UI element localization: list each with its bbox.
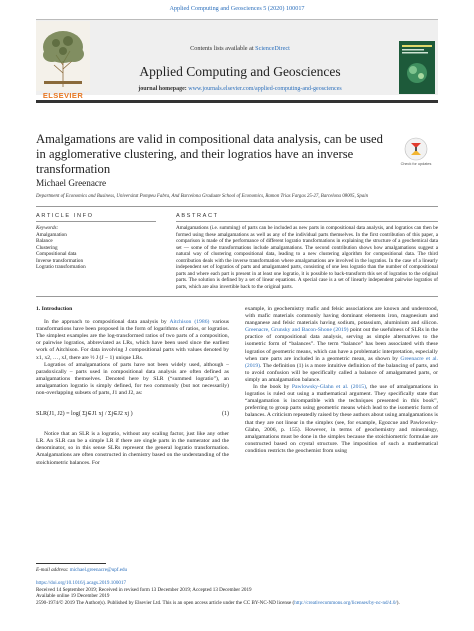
masthead-rule xyxy=(36,100,438,103)
text-run: point out the usefulness of SLRs in the practice of compositional data analysis, serving as simple alternatives to the isometric form of “balances”. The term “balance” has been associated with these logratios of geometric means, which can have a problematic interpretation, especially when rare parts are included in a geometric mean, as shown by xyxy=(245,327,438,362)
citation-link-aitchison[interactable]: Aitchison (1986) xyxy=(169,319,210,326)
abstract-text: Amalgamations (i.e. summing) of parts can be included as new parts in compositional data analysis, and logratios can then be formed using these amalgamations as well as any of the individual parts themselves. In the first contribution of this paper, a comparison is made of the performance of different logratio transformations in explaining the structure of a geochemical data set — some of the transformations include amalgamations. The second contribution shows how amalgamations suggest a natural way of clustering compositional data, leading to a new clustering algorithm for compositional data. The third contribution deals with the inverse transformation where amalgamations are involved in the logratios. In the case of a linearly independent set of logratios of parts and amalgamated parts, consisting of one less logratio than the number of compositional parts and where each part is present in at least one logratio, it is possible to back-transform this set of logratios to the original parts. The solution is defined by a set of linear equations. A special case is a set of linearly independent pairwise logratios of parts, which are also invertible back to the original parts. xyxy=(176,225,438,290)
text-run: various transformations have been proposed in the form of logarithms of ratios, or logratios. The simplest examples are the log-transformed ratios of two parts of a composition, or pairwise logratios, abbreviated as LRs, which have been used since the earliest work of Aitchison. For data involving J compositional parts with values denoted by x1, x2, …, xJ, there are ½ J (J − 1) unique LRs. xyxy=(36,319,230,361)
text-run: ). xyxy=(396,599,400,606)
journal-homepage-line xyxy=(100,86,380,92)
journal-title: Applied Computing and Geosciences xyxy=(139,64,341,79)
homepage-label: journal homepage: xyxy=(138,86,189,92)
doi-link[interactable]: https://doi.org/10.1016/j.acags.2019.100017 xyxy=(36,580,127,586)
right-paragraph-1 xyxy=(245,306,438,384)
text-run: , the use of amalgamations in logratios is ruled out using a mathematical argument. They specifically state that “amalgamation is incompatible with the techniques presented in this book”, preferring to group parts using geometric means which lead to the isometric form of balances. A criticism repeatedly raised by these authors about using amalgamations is that they are not linear in the simplex (see, for example, Egozcue and Pawlowsky-Glahn, 2006, p. 155). However, in terms of geochemistry and mineralogy, amalgamations must be done in the simplex because the stoichiometric formulae are constructed based on crystal structure. The imposition of such a mathematical condition restricts the geochemist from using xyxy=(245,384,439,454)
equation-number: (1) xyxy=(222,411,229,418)
author-affiliation: Department of Economics and Business, Universitat Pompeu Fabra, And Barcelona Graduate School of Economics, Ramon Trias Fargas 25-27, Barcelona 08005, Spain xyxy=(36,194,369,199)
right-paragraph-2 xyxy=(245,384,438,455)
email-label: E-mail address: xyxy=(36,567,70,573)
journal-cover-thumbnail[interactable] xyxy=(399,41,435,94)
author-email-link[interactable]: michael.greenacre@upf.edu xyxy=(69,567,128,573)
author-name[interactable]: Michael Greenacre xyxy=(36,178,107,188)
keywords-title: Keywords: xyxy=(36,225,59,231)
keywords-list xyxy=(36,225,136,271)
keyword-item: Compositional data xyxy=(36,251,77,257)
intro-paragraph-2: Logratios of amalgamations of parts have not been widely used, although – paradoxically – parts used in compositional data analysis are often defined as amalgamations themselves. Denoted here by SLR (“summed logratio”), an amalgamation logratio is simply defined, for two commonly (but not necessarily) non-overlapping subsets of parts, J1 and J2, as: xyxy=(36,361,229,397)
elsevier-wordmark: ELSEVIER xyxy=(42,91,84,100)
equation-1 xyxy=(36,403,229,427)
article-info-rule xyxy=(36,221,156,222)
keyword-item: Balance xyxy=(36,238,53,244)
left-column xyxy=(36,306,229,467)
crossmark-check-for-updates-icon[interactable] xyxy=(404,137,428,161)
article-metadata xyxy=(36,580,438,606)
citation-link-greenacre-grunsky[interactable]: Greenacre, Grunsky and Bacon-Shone (2019) xyxy=(245,327,349,334)
elsevier-tree-logo xyxy=(36,21,90,91)
abstract-bottom-rule xyxy=(36,296,438,297)
homepage-link[interactable]: www.journals.elsevier.com/applied-computing-and-geosciences xyxy=(188,86,342,92)
keyword-item: Inverse transformation xyxy=(36,257,84,264)
section-heading-introduction: 1. Introduction xyxy=(36,306,73,312)
abstract-heading: ABSTRACT xyxy=(176,213,219,219)
text-run: . The definition (1) is a more intuitive definition of the balancing of parts, and to avoid confusion will be specifically called a balance of amalgamated parts, or simply an amalgamation balance. xyxy=(245,362,438,383)
footnote-email xyxy=(36,567,438,574)
equation-body: SLR(J1, J2) = log( Σj∈J1 xj / Σj∈J2 xj ) xyxy=(36,411,133,418)
contents-line xyxy=(100,45,380,52)
license-line xyxy=(36,600,438,607)
received-dates: Received 14 September 2019; Received in revised form 13 December 2019; Accepted 13 December 2019 xyxy=(36,586,252,593)
intro-paragraph-3: Notice that an SLR is a logratio, without any scaling factor, just like any other LR. An SLR can be a simple LR if there are single parts in the numerator and the denominator, so in this sense SLRs represent the general logratio transformation. Amalgamations are often constructed in chemistry based on the understanding of the stoichiometric balances. For xyxy=(36,431,229,466)
keyword-item: Clustering xyxy=(36,244,58,251)
contents-prefix: Contents lists available at xyxy=(190,45,256,52)
article-title: Amalgamations are valid in compositional data analysis, can be used in agglomerative clustering, and their logratios have an inverse transformation xyxy=(36,132,383,176)
crossmark-label: Check for updates xyxy=(400,162,432,166)
article-info-heading: ARTICLE INFO xyxy=(36,213,94,219)
keyword-item: Amalgamation xyxy=(36,231,67,238)
license-link[interactable]: http://creativecommons.org/licenses/by-nc-nd/4.0/ xyxy=(294,599,397,606)
affiliation-rule xyxy=(36,206,438,207)
text-run: 2590-1974/© 2019 The Author(s). Published by Elsevier Ltd. This is an open access article under the CC BY-NC-ND license ( xyxy=(36,599,295,606)
journal-masthead xyxy=(36,19,438,95)
text-run: In the approach to compositional data analysis by xyxy=(44,319,170,326)
intro-paragraph-1 xyxy=(36,319,229,362)
keyword-item: Logratio transformation xyxy=(36,264,86,270)
running-head[interactable]: Applied Computing and Geosciences 5 (2020) 100017 xyxy=(169,5,305,12)
right-column xyxy=(245,306,438,455)
abstract-rule xyxy=(176,221,438,222)
citation-link-greenacre-2019[interactable]: Greenacre et al. (2019) xyxy=(245,355,438,369)
sciencedirect-link[interactable]: ScienceDirect xyxy=(255,45,290,52)
citation-link-pawlowsky[interactable]: Pawlowsky-Glahn et al. (2015) xyxy=(291,384,366,391)
online-date: Available online 19 December 2019 xyxy=(36,593,110,599)
text-run: In the book by xyxy=(253,384,292,391)
footnote-rule xyxy=(36,563,106,564)
text-run: example, in geochemistry mafic and felsic associations are known and understood, with mafic materials commonly having dominant elements iron, magnesium and manganese and felsic materials having sodium, potassium, aluminium and silicon. xyxy=(245,306,438,327)
